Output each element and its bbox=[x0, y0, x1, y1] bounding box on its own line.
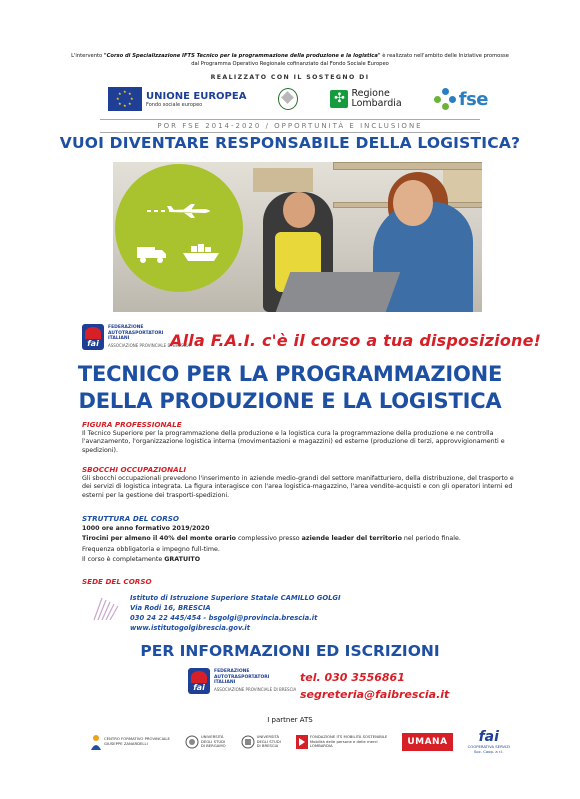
italian-republic-emblem-icon bbox=[278, 88, 298, 110]
truck-icon bbox=[137, 244, 167, 264]
sede-contact: 030 24 22 445/454 - bsgolgi@provincia.brescia.it bbox=[130, 614, 318, 622]
zanardelli-logo-icon bbox=[90, 734, 102, 750]
sede-decoration-icon bbox=[92, 594, 120, 622]
partner-zanardelli: CENTRO FORMATIVO PROVINCIALE GIUSEPPE ZANARDELLI bbox=[90, 734, 170, 750]
intro-text: L'intervento "Corso di Specializzazione IFTS Tecnico per la programmazione della produzione e la logistica" è realizzato nell'ambito delle Iniziative promosse dal Programma Operativo Regionale cofinanziato dal Fondo Sociale Europeo bbox=[71, 53, 509, 67]
partner-its-mobilita: FONDAZIONE ITS MOBILITÀ SOSTENIBILE Mobilità delle persone e delle merci LOMBARDIA bbox=[296, 735, 387, 749]
sede-address: Via Rodi 16, BRESCIA bbox=[130, 604, 211, 612]
unibs-seal-icon bbox=[241, 735, 255, 749]
sbocchi-heading: SBOCCHI OCCUPAZIONALI bbox=[82, 465, 187, 474]
struttura-hours: 1000 ore anno formativo 2019/2020 bbox=[82, 525, 210, 533]
headline: VUOI DIVENTARE RESPONSABILE DELLA LOGISTICA? bbox=[59, 134, 521, 152]
fse-logo: fse bbox=[434, 88, 488, 110]
airplane-icon bbox=[147, 204, 217, 218]
sbocchi-text: Gli sbocchi occupazionali prevedono l'inserimento in aziende medio-grandi del settore manifatturiero, della distribuzione, del trasporto e dei servizi di logistica integrata. La figura interagisce con l'area logistica-magazzino, l'area vendite-acquisti e con gli operatori interni ed esterni per la gestione dei trasporti-spedizioni. bbox=[82, 475, 514, 499]
figura-text: Il Tecnico Superiore per la programmazione della produzione e la logistica cura la programmazione della produzione e ne controlla l'avanzamento, l'organizzazione logistica interna (movimentazioni e magazzini) ed esterne (produzione di terzi, approvvigionamenti e spedizioni). bbox=[82, 430, 505, 454]
partner-umana: UMANA bbox=[402, 733, 452, 751]
regione-lombardia-logo: ✣ Regione Lombardia bbox=[330, 89, 401, 109]
email-address: segreteria@faibrescia.it bbox=[300, 688, 450, 701]
intro-course-name: "Corso di Specializzazione IFTS Tecnico per la programmazione della produzione e la logistica" bbox=[103, 53, 381, 59]
fai-logo: fai FEDERAZIONE AUTOTRASPORTATORI ITALIANI ASSOCIAZIONE PROVINCIALE DI BRESCIA bbox=[82, 324, 190, 350]
its-logo-icon bbox=[296, 735, 308, 749]
sbocchi-section bbox=[82, 466, 522, 500]
eu-flag-icon: ★ ★ ★ ★ ★ ★ ★ ★ bbox=[108, 87, 142, 111]
fai-badge-icon: fai bbox=[188, 668, 210, 694]
sede-section bbox=[82, 578, 522, 587]
sede-heading: SEDE DEL CORSO bbox=[82, 577, 152, 586]
sede-name: Istituto di Istruzione Superiore Statale CAMILLO GOLGI bbox=[130, 594, 341, 602]
lombardia-rose-icon: ✣ bbox=[330, 90, 348, 108]
eu-subtitle: Fondo sociale europeo bbox=[146, 101, 203, 108]
logistics-circle bbox=[115, 164, 243, 292]
partner-unibg: UNIVERSITÀ DEGLI STUDI DI BERGAMO bbox=[185, 735, 226, 749]
warehouse-photo bbox=[113, 162, 482, 312]
fse-dots-icon bbox=[434, 88, 456, 110]
fai-logo-bottom: fai FEDERAZIONE AUTOTRASPORTATORI ITALIANI ASSOCIAZIONE PROVINCIALE DI BRESCIA bbox=[188, 668, 296, 694]
partners-label: I partner ATS bbox=[267, 716, 313, 724]
figura-professionale-section bbox=[82, 421, 522, 455]
unibg-seal-icon bbox=[185, 735, 199, 749]
partner-fai-cooperativa: fai COOPERATIVA SERVIZI Soc. Coop. a r.l. bbox=[467, 729, 510, 754]
fai-badge-icon: fai bbox=[82, 324, 104, 350]
eu-name: UNIONE EUROPEA bbox=[146, 90, 247, 102]
info-title: PER INFORMAZIONI ED ISCRIZIONI bbox=[140, 642, 440, 660]
partner-unibs: UNIVERSITÀ DEGLI STUDI DI BRESCIA bbox=[241, 735, 281, 749]
sede-website: www.istitutogolgibrescia.gov.it bbox=[130, 624, 250, 632]
figura-heading: FIGURA PROFESSIONALE bbox=[82, 420, 182, 429]
eu-logo bbox=[108, 87, 246, 111]
struttura-heading: STRUTTURA DEL CORSO bbox=[82, 514, 180, 523]
sede-info bbox=[130, 593, 341, 633]
funding-logos bbox=[108, 86, 488, 112]
struttura-section: STRUTTURA DEL CORSO 1000 ore anno formativo 2019/2020 Tirocini per almeno il 40% del monte orario complessivo presso aziende leader del territorio nel periodo finale. Frequenza obbligatoria e impegno full-time. Il corso è completamente GRATUITO bbox=[82, 515, 522, 564]
gratuito-label: GRATUITO bbox=[164, 555, 201, 563]
phone-number: tel. 030 3556861 bbox=[300, 671, 405, 684]
partners-row bbox=[90, 727, 510, 757]
ship-icon bbox=[183, 242, 219, 264]
course-title: TECNICO PER LA PROGRAMMAZIONE DELLA PRODUZIONE E LA LOGISTICA bbox=[77, 362, 503, 413]
contacts bbox=[300, 669, 449, 703]
fai-tagline: Alla F.A.I. c'è il corso a tua disposizione! bbox=[170, 331, 542, 350]
por-fse-banner: POR FSE 2014-2020 / OPPORTUNITÀ E INCLUSIONE bbox=[100, 119, 480, 133]
support-label: REALIZZATO CON IL SOSTEGNO DI bbox=[210, 74, 370, 81]
